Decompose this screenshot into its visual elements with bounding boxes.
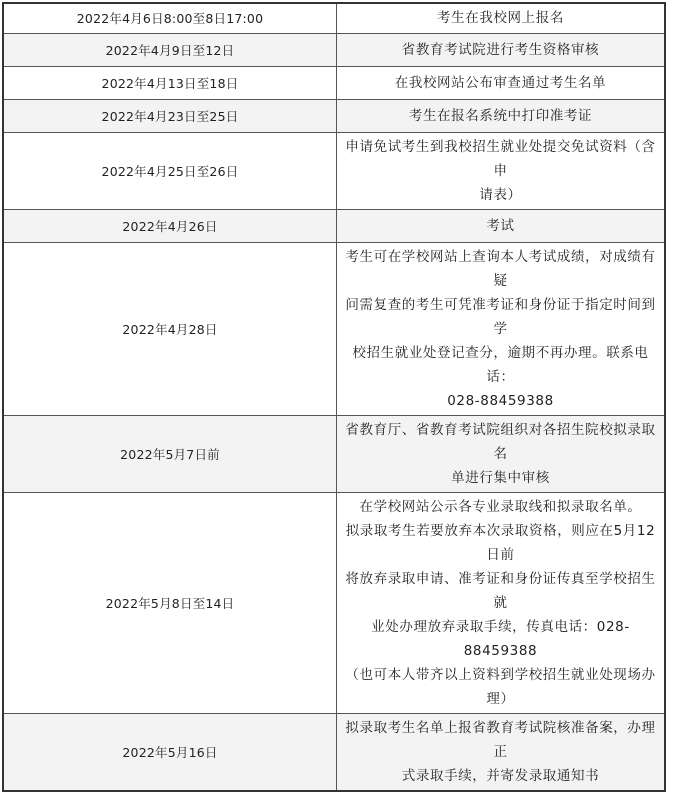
event-text: 将放弃录取申请、准考证和身份证传真至学校招生就 bbox=[345, 570, 656, 611]
event-text: （也可本人带齐以上资料到学校招生就业处现场办 bbox=[345, 666, 656, 683]
event-text: 在我校网站公布审查通过考生名单 bbox=[394, 74, 607, 91]
event-text: 考试 bbox=[486, 217, 515, 234]
event-text: 式录取手续，并寄发录取通知书 bbox=[401, 767, 600, 784]
event-text: 省教育厅、省教育考试院组织对各招生院校拟录取名 bbox=[345, 421, 656, 462]
event-text: 问需复查的考生可凭准考证和身份证于指定时间到学 bbox=[345, 296, 656, 337]
event-text: 校招生就业处登记查分，逾期不再办理。联系电话： bbox=[352, 344, 649, 385]
schedule-date: 2022年4月9日至12日 bbox=[3, 33, 337, 66]
table-row bbox=[3, 492, 665, 713]
schedule-event bbox=[337, 3, 666, 33]
event-text: 拟录取考生若要放弃本次录取资格，则应在5月12日前 bbox=[345, 522, 656, 563]
schedule-date: 2022年4月6日8:00至8日17:00 bbox=[3, 3, 337, 33]
table-row bbox=[3, 66, 665, 99]
schedule-date: 2022年5月8日至14日 bbox=[3, 492, 337, 713]
schedule-event bbox=[337, 242, 666, 415]
schedule-date: 2022年5月7日前 bbox=[3, 415, 337, 492]
schedule-event bbox=[337, 713, 666, 791]
schedule-event bbox=[337, 415, 666, 492]
event-text: 考生在我校网上报名 bbox=[437, 10, 564, 27]
schedule-date: 2022年4月13日至18日 bbox=[3, 66, 337, 99]
schedule-body bbox=[3, 3, 665, 791]
schedule-event bbox=[337, 66, 666, 99]
schedule-event bbox=[337, 99, 666, 132]
schedule-date: 2022年4月26日 bbox=[3, 209, 337, 242]
table-row bbox=[3, 713, 665, 791]
schedule-date: 2022年4月23日至25日 bbox=[3, 99, 337, 132]
table-row bbox=[3, 3, 665, 33]
event-text: 业处办理放弃录取手续，传真电话：028-88459388 bbox=[371, 618, 630, 659]
table-row bbox=[3, 132, 665, 209]
event-text: 单进行集中审核 bbox=[451, 469, 550, 486]
schedule-event bbox=[337, 492, 666, 713]
event-text: 028-88459388 bbox=[447, 392, 554, 409]
event-text: 省教育考试院进行考生资格审核 bbox=[401, 41, 600, 58]
schedule-event bbox=[337, 209, 666, 242]
schedule-date: 2022年5月16日 bbox=[3, 713, 337, 791]
table-row bbox=[3, 33, 665, 66]
table-row bbox=[3, 99, 665, 132]
table-row bbox=[3, 415, 665, 492]
event-text: 在学校网站公示各专业录取线和拟录取名单。 bbox=[359, 498, 642, 515]
schedule-event bbox=[337, 132, 666, 209]
schedule-date: 2022年4月25日至26日 bbox=[3, 132, 337, 209]
event-text: 申请免试考生到我校招生就业处提交免试资料（含申 bbox=[345, 138, 656, 179]
table-row bbox=[3, 209, 665, 242]
event-text: 请表） bbox=[479, 186, 522, 203]
admission-schedule-table bbox=[2, 2, 666, 792]
event-text: 考生在报名系统中打印准考证 bbox=[408, 107, 593, 124]
event-text: 理） bbox=[486, 690, 515, 707]
table-row bbox=[3, 242, 665, 415]
event-text: 考生可在学校网站上查询本人考试成绩，对成绩有疑 bbox=[345, 248, 656, 289]
schedule-event bbox=[337, 33, 666, 66]
schedule-date: 2022年4月28日 bbox=[3, 242, 337, 415]
event-text: 拟录取考生名单上报省教育考试院核准备案，办理正 bbox=[345, 719, 656, 760]
